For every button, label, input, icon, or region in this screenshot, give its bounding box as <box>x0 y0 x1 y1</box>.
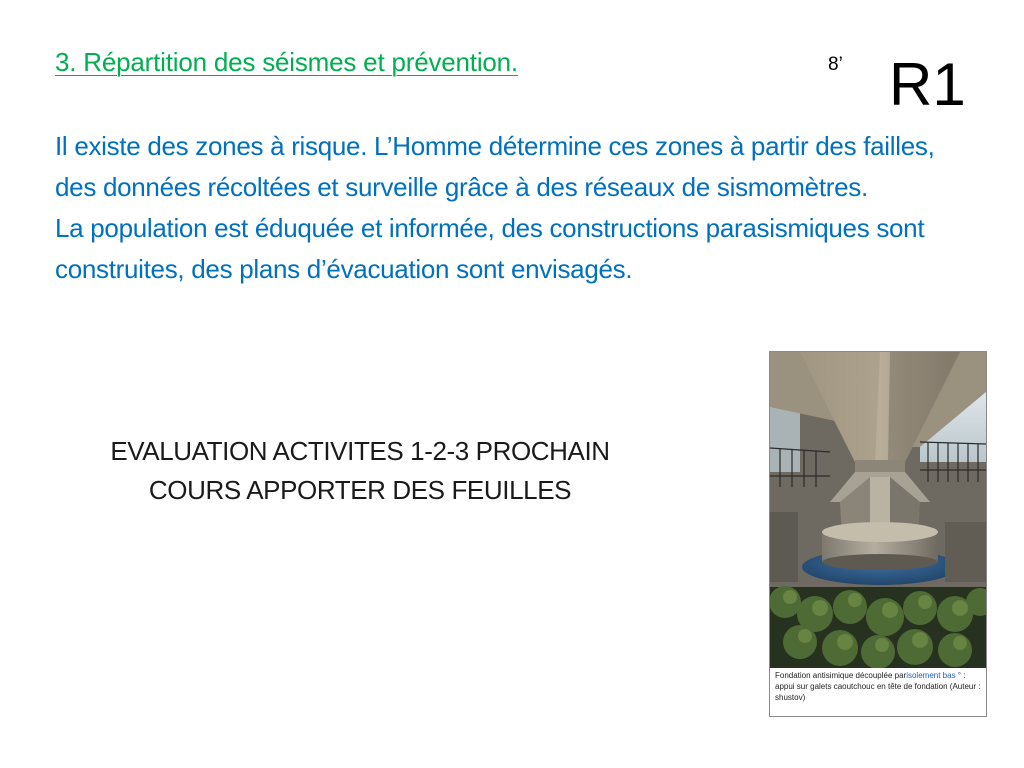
evaluation-line-1: EVALUATION ACTIVITES 1-2-3 PROCHAIN <box>110 436 610 466</box>
caption-link-isolement-bas[interactable]: isolement bas <box>906 671 956 680</box>
evaluation-line-2: COURS APPORTER DES FEUILLES <box>148 475 572 505</box>
evaluation-note <box>60 432 660 510</box>
time-note: 8’ <box>828 54 843 75</box>
figure-caption <box>775 670 983 703</box>
foundation-photo <box>770 352 986 668</box>
caption-note-marker: ° <box>955 671 964 680</box>
body-text <box>55 126 955 290</box>
paragraph-risk-zones: Il existe des zones à risque. L’Homme détermine ces zones à partir des failles, des données récoltées et surveille grâce à des réseaux de sismomètres. <box>55 131 935 202</box>
slide-heading: 3. Répartition des séismes et prévention. <box>55 47 518 77</box>
caption-text-end: : appui sur galets caoutchouc en tête de fondation (Auteur : shustov) <box>775 671 981 702</box>
caption-text-start: Fondation antisimique découplée par <box>775 671 907 680</box>
foundation-figure <box>769 351 987 717</box>
paragraph-prevention: La population est éduquée et informée, des constructions parasismiques sont construites, des plans d’évacuation sont envisagés. <box>55 213 925 284</box>
reference-label: R1 <box>889 51 966 118</box>
